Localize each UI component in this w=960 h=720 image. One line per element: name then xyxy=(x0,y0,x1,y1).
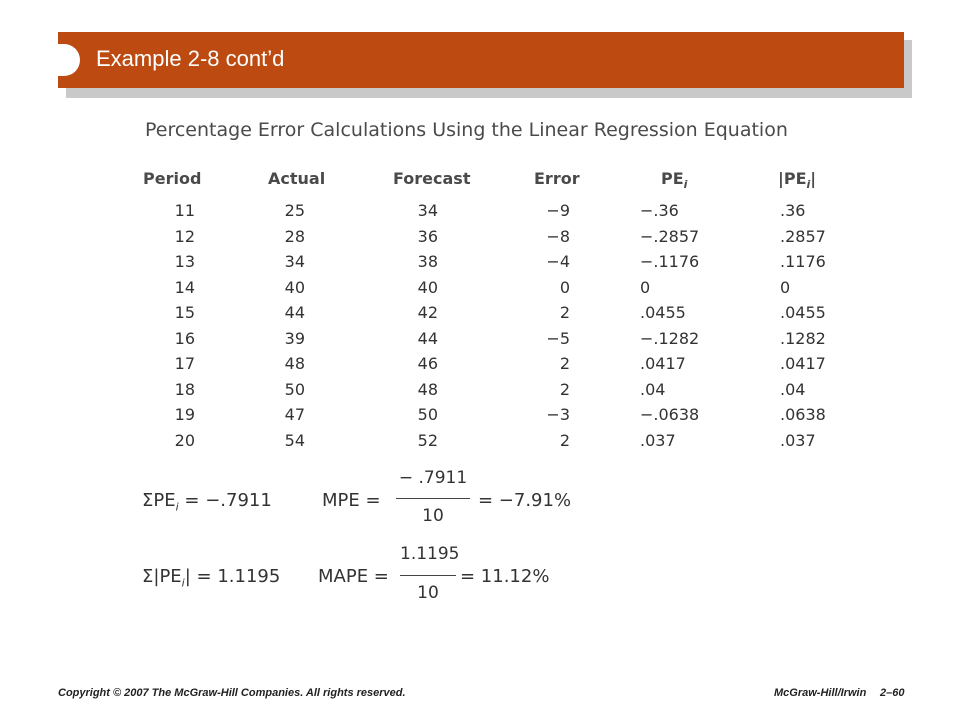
cell-abspe: .0638 xyxy=(780,405,826,424)
cell-period: 11 xyxy=(174,201,195,220)
cell-forecast: 50 xyxy=(417,405,438,424)
cell-error: 2 xyxy=(559,354,570,373)
table-row xyxy=(0,329,960,354)
table-row xyxy=(0,303,960,328)
sum-pe-lhs: ΣPE xyxy=(142,490,176,511)
cell-error: 2 xyxy=(559,303,570,322)
header-abs-pe xyxy=(778,169,816,191)
cell-pe: .0455 xyxy=(640,303,686,322)
cell-pe: −.36 xyxy=(640,201,679,220)
cell-error: −3 xyxy=(546,405,570,424)
mpe-denominator: 10 xyxy=(422,506,444,526)
mpe-fraction-bar xyxy=(396,498,470,499)
cell-abspe: .037 xyxy=(780,430,816,450)
sum-pe-value: = −.7911 xyxy=(178,490,272,511)
cell-error: −9 xyxy=(546,201,570,220)
slide-title: Example 2-8 cont’d xyxy=(96,46,285,71)
header-actual: Actual xyxy=(268,169,326,188)
table-row xyxy=(0,201,960,226)
cell-period: 17 xyxy=(174,354,195,373)
cell-error: −8 xyxy=(546,226,570,246)
cell-error: 2 xyxy=(559,430,570,450)
table-row xyxy=(0,405,960,430)
footer-page-number: 2–60 xyxy=(880,687,905,699)
cell-error: −4 xyxy=(546,252,570,271)
cell-actual: 25 xyxy=(284,201,305,220)
mape-numerator: 1.1195 xyxy=(400,544,460,564)
mape-denominator: 10 xyxy=(417,583,439,603)
cell-forecast: 48 xyxy=(417,379,438,399)
cell-forecast: 40 xyxy=(417,277,438,297)
cell-actual: 39 xyxy=(284,328,305,348)
sum-pe-subscript: i xyxy=(175,500,179,514)
cell-error: 2 xyxy=(559,379,570,399)
cell-period: 12 xyxy=(174,226,195,246)
sum-abs-pe-formula xyxy=(142,566,280,590)
cell-pe: 0 xyxy=(640,277,651,297)
cell-forecast: 38 xyxy=(417,252,438,271)
cell-actual: 48 xyxy=(284,354,305,373)
cell-abspe: .0417 xyxy=(780,354,826,373)
sum-abs-pe-lhs: Σ|PE xyxy=(142,566,182,587)
cell-pe: .0417 xyxy=(640,354,686,373)
mape-result: = 11.12% xyxy=(460,566,550,587)
cell-forecast: 36 xyxy=(417,226,438,246)
header-error: Error xyxy=(534,169,580,188)
cell-actual: 28 xyxy=(284,226,305,246)
cell-pe: .04 xyxy=(640,379,666,399)
table-row xyxy=(0,380,960,405)
cell-period: 13 xyxy=(174,252,195,271)
mpe-label: MPE = xyxy=(322,490,381,511)
sum-abs-pe-subscript: i xyxy=(181,576,185,590)
cell-forecast: 52 xyxy=(417,430,438,450)
sum-abs-pe-value: | = 1.1195 xyxy=(184,566,281,587)
footer-copyright: Copyright © 2007 The McGraw-Hill Companies. All rights reserved. xyxy=(58,687,406,699)
cell-error: −5 xyxy=(546,328,570,348)
cell-actual: 44 xyxy=(284,303,305,322)
cell-abspe: .1176 xyxy=(780,252,826,271)
table-title: Percentage Error Calculations Using the Linear Regression Equation xyxy=(145,119,788,141)
table-row xyxy=(0,431,960,456)
cell-pe: .037 xyxy=(640,430,676,450)
cell-abspe: 0 xyxy=(780,277,791,297)
header-abs-pe-subscript: i xyxy=(806,178,811,192)
cell-abspe: .0455 xyxy=(780,303,826,322)
table-row xyxy=(0,252,960,277)
header-period: Period xyxy=(143,169,202,188)
cell-forecast: 44 xyxy=(417,328,438,348)
cell-actual: 34 xyxy=(284,252,305,271)
table-row xyxy=(0,354,960,379)
header-forecast: Forecast xyxy=(393,169,471,188)
cell-forecast: 46 xyxy=(417,354,438,373)
cell-forecast: 34 xyxy=(417,201,438,220)
header-abs-pe-close: | xyxy=(810,169,817,188)
cell-abspe: .2857 xyxy=(780,226,826,246)
header-pe xyxy=(661,169,687,191)
sum-pe-formula xyxy=(142,490,272,514)
cell-abspe: .1282 xyxy=(780,328,826,348)
cell-pe: −.1176 xyxy=(640,252,700,271)
cell-period: 19 xyxy=(174,405,195,424)
table-row xyxy=(0,278,960,303)
mpe-numerator: − .7911 xyxy=(398,468,468,488)
header-abs-pe-open: |PE xyxy=(778,169,807,188)
cell-abspe: .36 xyxy=(780,201,806,220)
cell-forecast: 42 xyxy=(417,303,438,322)
cell-pe: −.2857 xyxy=(640,226,700,246)
header-pe-subscript: i xyxy=(683,178,688,192)
cell-period: 14 xyxy=(174,277,195,297)
cell-period: 15 xyxy=(174,303,195,322)
cell-actual: 50 xyxy=(284,379,305,399)
cell-period: 18 xyxy=(174,379,195,399)
cell-actual: 47 xyxy=(284,405,305,424)
cell-error: 0 xyxy=(559,277,570,297)
mape-fraction-bar xyxy=(400,575,456,576)
cell-pe: −.1282 xyxy=(640,328,700,348)
table-row xyxy=(0,227,960,252)
cell-period: 16 xyxy=(174,328,195,348)
cell-period: 20 xyxy=(174,430,195,450)
cell-actual: 54 xyxy=(284,430,305,450)
header-pe-text: PE xyxy=(661,169,684,188)
mpe-result: = −7.91% xyxy=(478,490,572,511)
cell-abspe: .04 xyxy=(780,379,806,399)
cell-pe: −.0638 xyxy=(640,405,700,424)
footer-publisher: McGraw-Hill/Irwin xyxy=(774,687,867,699)
mape-label: MAPE = xyxy=(318,566,389,587)
cell-actual: 40 xyxy=(284,277,305,297)
